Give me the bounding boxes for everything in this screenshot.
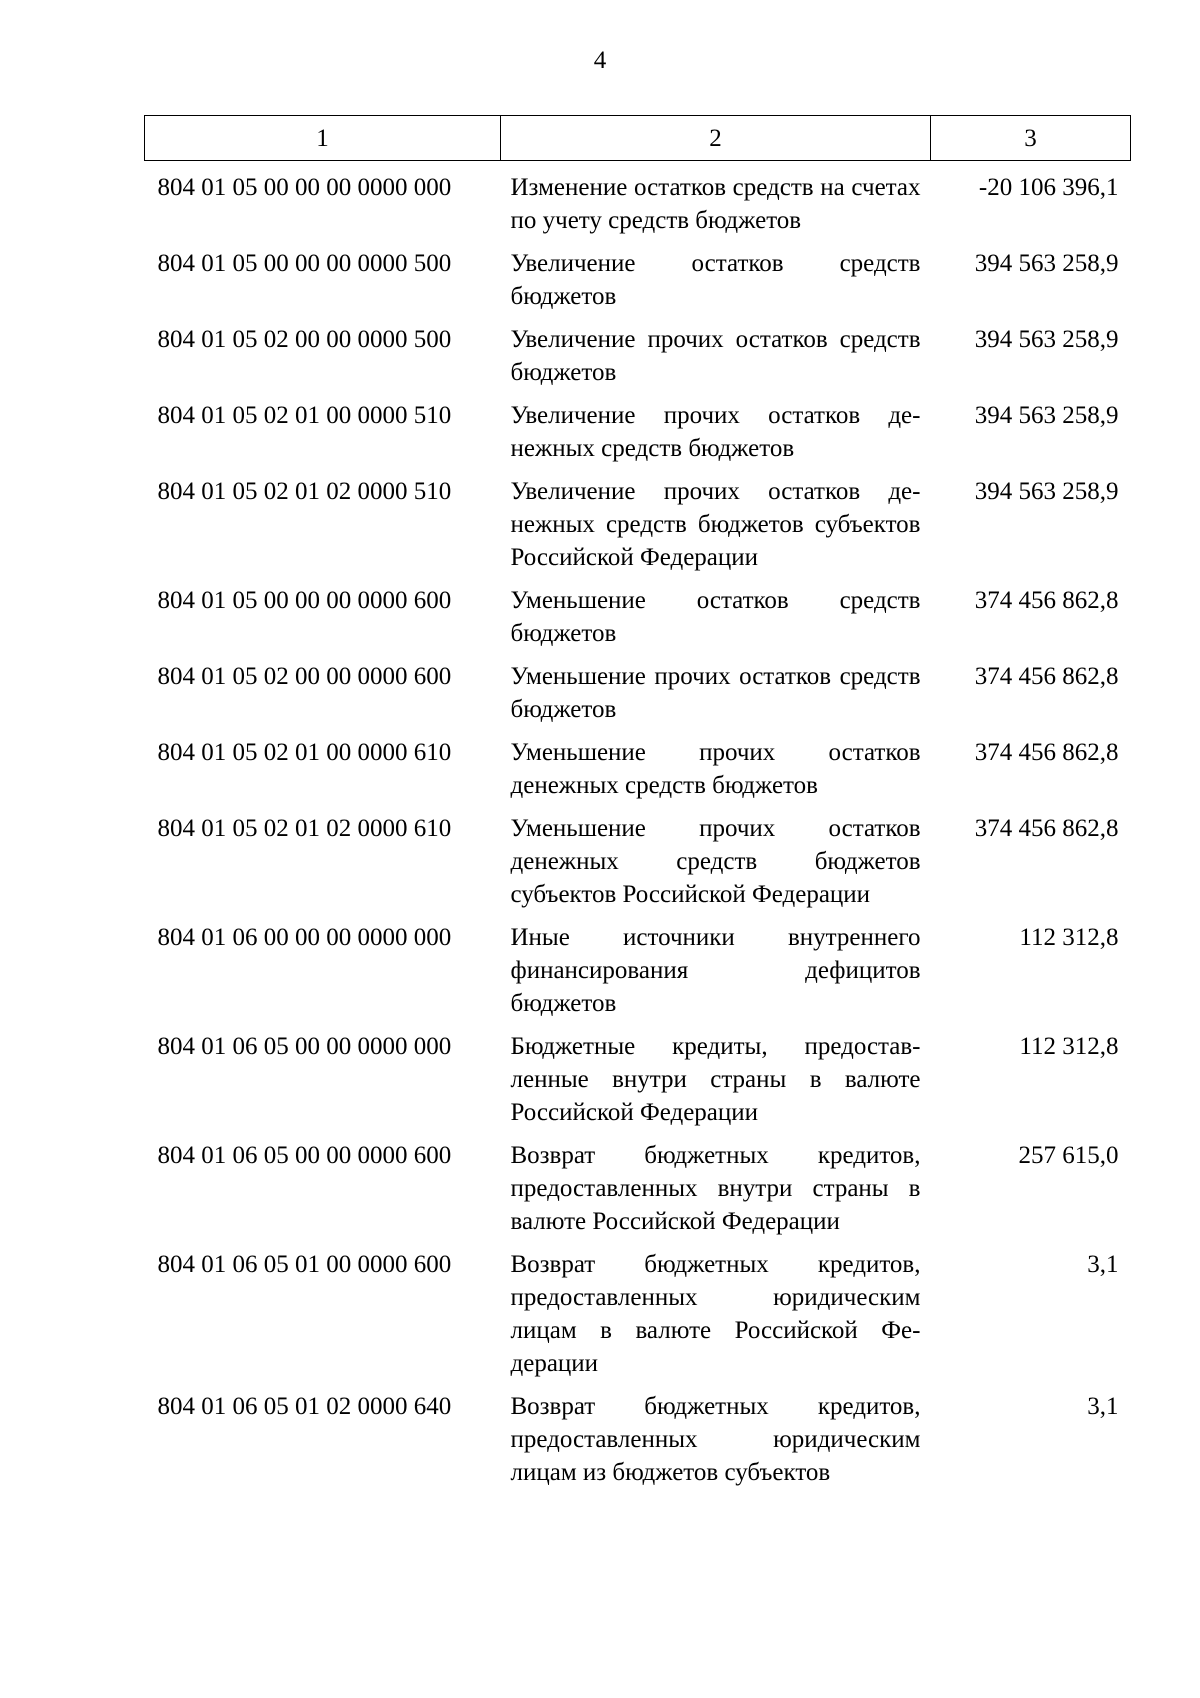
row-code: 804 01 06 05 00 00 0000 600 xyxy=(157,1142,452,1169)
table-row xyxy=(145,1129,1131,1238)
table-row xyxy=(145,574,1131,650)
row-code: 804 01 06 05 00 00 0000 000 xyxy=(157,1033,452,1060)
row-description: Увеличение остатков средств бюджетов xyxy=(510,250,921,310)
row-description: Уменьшение прочих остатков денежных средств бюджетов субъектов Российской Федерации xyxy=(510,815,921,908)
row-amount: 3,1 xyxy=(1087,1393,1119,1420)
table-row xyxy=(145,1380,1131,1489)
header-row xyxy=(145,116,1131,161)
row-amount: 112 312,8 xyxy=(1019,924,1119,951)
table-row xyxy=(145,237,1131,313)
row-description: Возврат бюджетных кредитов, предоставленных юридическим лицам в валюте Российской Федерации xyxy=(510,1251,921,1377)
row-description: Увеличение прочих остатков денежных средств бюджетов xyxy=(510,402,921,462)
row-amount: 374 456 862,8 xyxy=(974,739,1119,766)
row-description: Уменьшение прочих остатков денежных средств бюджетов xyxy=(510,739,921,799)
row-description: Уменьшение прочих остатков средств бюджетов xyxy=(510,663,921,723)
row-amount: 3,1 xyxy=(1087,1251,1119,1278)
table-row xyxy=(145,1020,1131,1129)
row-amount: 394 563 258,9 xyxy=(974,402,1119,429)
row-description: Иные источники внутреннего финансирования дефицитов бюджетов xyxy=(510,924,921,1017)
column-header-amount: 3 xyxy=(931,116,1131,161)
table-row xyxy=(145,911,1131,1020)
row-code: 804 01 05 02 00 00 0000 600 xyxy=(157,663,452,690)
row-description: Уменьшение остатков средств бюджетов xyxy=(510,587,921,647)
row-code: 804 01 05 02 00 00 0000 500 xyxy=(157,326,452,353)
row-code: 804 01 05 02 01 00 0000 510 xyxy=(157,402,452,429)
row-description: Изменение остатков средств на счетах по учету средств бюджетов xyxy=(510,174,921,234)
row-amount: 112 312,8 xyxy=(1019,1033,1119,1060)
table-row xyxy=(145,1238,1131,1380)
row-description: Бюджетные кредиты, предоставленные внутри страны в валюте Российской Федерации xyxy=(510,1033,921,1126)
budget-sources-table xyxy=(144,115,1131,1489)
row-code: 804 01 06 05 01 00 0000 600 xyxy=(157,1251,452,1278)
row-code: 804 01 06 05 01 02 0000 640 xyxy=(157,1393,452,1420)
row-amount: 394 563 258,9 xyxy=(974,478,1119,505)
table-row xyxy=(145,389,1131,465)
row-amount: 394 563 258,9 xyxy=(974,250,1119,277)
table-body xyxy=(145,161,1131,1490)
row-amount: 374 456 862,8 xyxy=(974,587,1119,614)
row-code: 804 01 05 00 00 00 0000 000 xyxy=(157,174,452,201)
table-row xyxy=(145,161,1131,238)
row-code: 804 01 05 02 01 02 0000 510 xyxy=(157,478,452,505)
table-row xyxy=(145,726,1131,802)
row-description: Увеличение прочих остатков средств бюджетов xyxy=(510,326,921,386)
page-number: 4 xyxy=(593,47,607,74)
row-amount: 394 563 258,9 xyxy=(974,326,1119,353)
row-description: Возврат бюджетных кредитов, предоставленных юридическим лицам из бюджетов субъектов xyxy=(510,1393,921,1486)
row-amount: 374 456 862,8 xyxy=(974,663,1119,690)
row-amount: 374 456 862,8 xyxy=(974,815,1119,842)
row-code: 804 01 05 02 01 02 0000 610 xyxy=(157,815,452,842)
row-code: 804 01 05 02 01 00 0000 610 xyxy=(157,739,452,766)
row-amount: -20 106 396,1 xyxy=(978,174,1119,201)
row-code: 804 01 05 00 00 00 0000 600 xyxy=(157,587,452,614)
row-code: 804 01 06 00 00 00 0000 000 xyxy=(157,924,452,951)
table-row xyxy=(145,465,1131,574)
row-code: 804 01 05 00 00 00 0000 500 xyxy=(157,250,452,277)
column-header-code: 1 xyxy=(145,116,501,161)
table-header xyxy=(145,116,1131,161)
row-description: Возврат бюджетных кредитов, предоставленных внутри страны в валюте Российской Федерации xyxy=(510,1142,921,1235)
column-header-description: 2 xyxy=(501,116,931,161)
table-row xyxy=(145,802,1131,911)
row-amount: 257 615,0 xyxy=(1018,1142,1119,1169)
table-row xyxy=(145,650,1131,726)
row-description: Увеличение прочих остатков денежных средств бюджетов субъектов Российской Федерации xyxy=(510,478,921,571)
table-row xyxy=(145,313,1131,389)
